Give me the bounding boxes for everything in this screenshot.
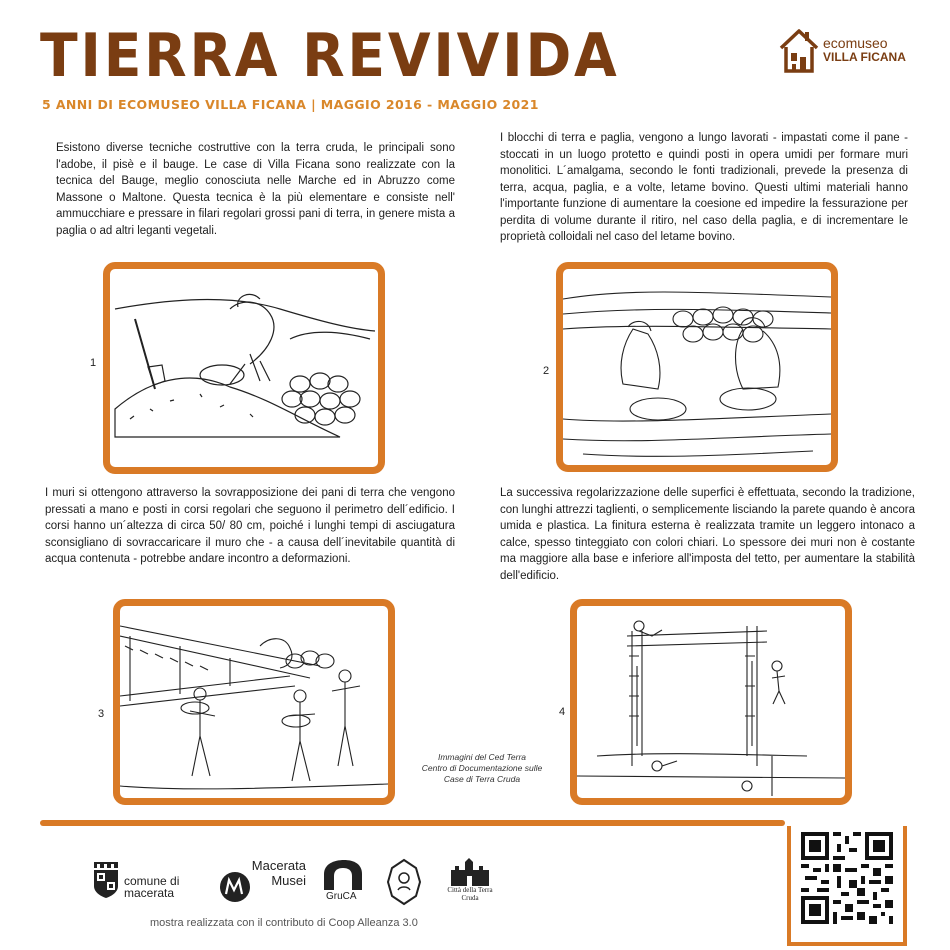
footer-divider [40, 820, 785, 826]
figure-2-frame [556, 262, 838, 472]
figure-3-illustration [120, 606, 388, 798]
arch-icon [322, 860, 366, 890]
comune-di-macerata-logo [92, 862, 212, 900]
qr-code[interactable] [787, 826, 907, 946]
figure-1-illustration [110, 269, 378, 467]
figure-2-illustration [563, 269, 831, 465]
page-title: TIERRA REVIVIDA [40, 21, 620, 91]
credit-line-1: Immagini del Ced Terra [437, 752, 527, 762]
ecomuseo-logo [778, 26, 906, 74]
credit-line-3: Case di Terra Cruda [443, 774, 521, 784]
gruca-logo [322, 860, 372, 908]
qr-code-icon [801, 832, 893, 924]
seal-icon [386, 858, 422, 906]
logo-line2: VILLA FICANA [823, 50, 906, 64]
castle-icon [445, 858, 495, 886]
image-credit [418, 752, 546, 785]
citta-label: Città della Terra Cruda [447, 886, 493, 902]
citta-terra-cruda-logo [441, 858, 499, 906]
seal-logo [386, 858, 422, 906]
figure-4-illustration [577, 606, 845, 798]
page-subtitle: 5 ANNI DI ECOMUSEO VILLA FICANA | MAGGIO 2016 - MAGGIO 2021 [42, 97, 539, 112]
intro-paragraph: Esistono diverse tecniche costruttive con la terra cruda, le principali sono l'adobe, il pisè e il bauge. Le case di Villa Ficana sono realizzate con la tecnica del Bauge, meglio conosciuta nelle Marche ed in Abruzzo come Massone o Maltone. Questa tecnica è la più elementare e consiste nell' ammucchiare e pressare in filari regolari grossi pani di terra, in genere mista a paglia o ad altri leganti vegetali. [56, 142, 455, 237]
coat-of-arms-icon [92, 862, 120, 898]
figure-1-frame [103, 262, 385, 474]
walls-paragraph: I muri si ottengono attraverso la sovrapposizione dei pani di terra che vengono pressati a mano e posti in corsi regolari che seguono il perimetro dell´edificio. I corsi hanno un´altezza di circa 50/ 80 cm, poiché i lunghi tempi di asciugatura sconsigliano di sovraccaricare il muro che - a causa dell´inevitabile quantità di acqua contenuta - potrebbe andare incontro a deformazioni. [45, 487, 455, 565]
contribution-note: mostra realizzata con il contributo di Coop Alleanza 3.0 [150, 917, 418, 929]
figure-number-1: 1 [90, 357, 97, 369]
figure-4-frame [570, 599, 852, 805]
macerata-musei-label: Macerata Musei [251, 858, 306, 888]
finishing-paragraph: La successiva regolarizzazione delle superfici è effettuata, secondo la tradizione, con lunghi attrezzi taglienti, o semplicemente lisciando la parete quando è ancora umida e plastica. La finitura esterna è realizzata tramite un leggero intonaco a calce, spesso tinteggiato con colori chiari. Lo spessore dei muri non è costante ma maggiore alla base e inferiore all'imposta del tetto, per aumentare la stabilità dell'edificio. [500, 487, 915, 582]
figure-number-3: 3 [98, 708, 105, 720]
credit-line-2: Centro di Documentazione sulle [421, 763, 543, 773]
house-icon [778, 26, 820, 74]
macerata-musei-logo [220, 858, 310, 903]
comune-label: comune di macerata [124, 874, 180, 900]
figure-number-2: 2 [543, 365, 550, 377]
logo-line1: ecomuseo [823, 35, 888, 51]
mixture-paragraph: I blocchi di terra e paglia, vengono a lungo lavorati - impastati come il pane - stoccati in un luogo protetto e quindi posti in opera umidi per formare muri monolitici. L´amalgama, secondo le fonti tradizionali, prevede la presenza di terra, acqua, paglia, e a volte, letame bovino. Questi ultimi materiali hanno l'importante funzione di aumentare la coesione ed impedire la fessurazione per perdita di volume durante il ritiro, nel caso della paglia, e di incrementare le proprietà colloidali nel caso del letame bovino. [500, 132, 908, 243]
gruca-label: GruCA [326, 891, 357, 902]
figure-number-4: 4 [559, 706, 566, 718]
figure-3-frame [113, 599, 395, 805]
